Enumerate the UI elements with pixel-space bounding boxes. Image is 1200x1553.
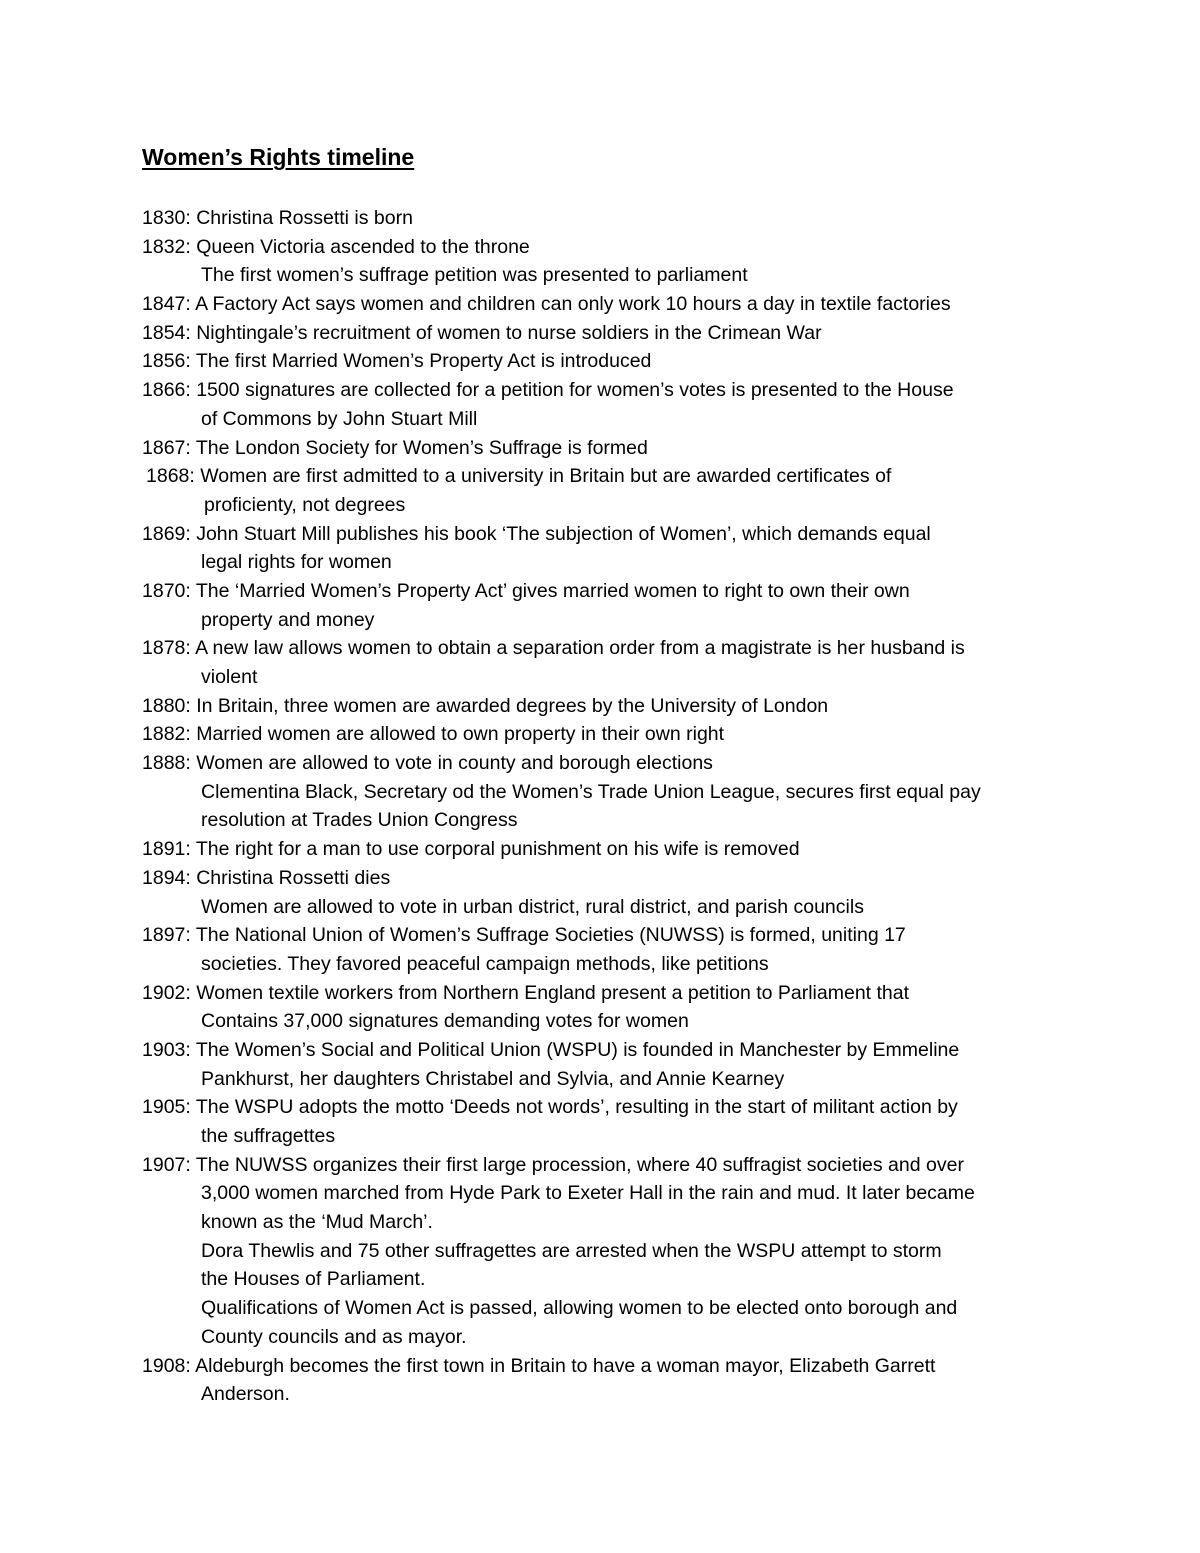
- timeline-entry-continuation: Dora Thewlis and 75 other suffragettes are arrested when the WSPU attempt to storm: [201, 1239, 942, 1262]
- timeline-entry: 1902: Women textile workers from Northern England present a petition to Parliament that: [142, 981, 910, 1004]
- timeline-entry-continuation: Qualifications of Women Act is passed, allowing women to be elected onto borough and: [201, 1297, 958, 1320]
- timeline-entry: 1878: A new law allows women to obtain a separation order from a magistrate is her husband is: [142, 637, 965, 660]
- timeline-entry-continuation: societies. They favored peaceful campaign methods, like petitions: [201, 952, 769, 975]
- timeline-entry: 1832: Queen Victoria ascended to the throne: [142, 235, 530, 258]
- timeline-entry-continuation: the suffragettes: [201, 1125, 336, 1147]
- timeline-entry-continuation: proficienty, not degrees: [204, 493, 406, 516]
- timeline-entry: 1880: In Britain, three women are awarded degrees by the University of London: [142, 694, 829, 717]
- timeline-entry-continuation: the Houses of Parliament.: [201, 1268, 426, 1291]
- timeline-entry: 1882: Married women are allowed to own property in their own right: [142, 723, 725, 746]
- timeline-entry: 1907: The NUWSS organizes their first large procession, where 40 suffragist societies and over: [142, 1153, 964, 1176]
- timeline-entry: 1894: Christina Rossetti dies: [142, 866, 391, 889]
- timeline-entry-continuation: legal rights for women: [201, 551, 392, 574]
- timeline-list: [142, 204, 1082, 1409]
- timeline-entry-continuation: of Commons by John Stuart Mill: [201, 407, 478, 430]
- timeline-entry: 1891: The right for a man to use corporal punishment on his wife is removed: [142, 838, 800, 861]
- timeline-entry-continuation: resolution at Trades Union Congress: [201, 809, 518, 832]
- timeline-entry: 1869: John Stuart Mill publishes his book ‘The subjection of Women’, which demands equal: [142, 522, 931, 545]
- timeline-entry: 1888: Women are allowed to vote in county and borough elections: [142, 752, 713, 775]
- timeline-entry: 1897: The National Union of Women’s Suffrage Societies (NUWSS) is formed, uniting 17: [142, 924, 906, 947]
- timeline-entry-continuation: Women are allowed to vote in urban district, rural district, and parish councils: [201, 895, 864, 918]
- document-title: Women’s Rights timeline: [142, 144, 415, 170]
- timeline-entry-continuation: County councils and as mayor.: [201, 1325, 467, 1348]
- timeline-entry: 1908: Aldeburgh becomes the first town in Britain to have a woman mayor, Elizabeth Garrett: [142, 1354, 936, 1377]
- timeline-entry: 1868: Women are first admitted to a university in Britain but are awarded certificates of: [146, 465, 892, 488]
- timeline-entry-continuation: known as the ‘Mud March’.: [201, 1211, 433, 1234]
- timeline-entry: 1856: The first Married Women’s Property Act is introduced: [142, 350, 652, 373]
- timeline-entry: 1870: The ‘Married Women’s Property Act’ gives married women to right to own their own: [142, 579, 910, 602]
- timeline-entry-continuation: property and money: [201, 608, 375, 631]
- timeline-entry: 1867: The London Society for Women’s Suffrage is formed: [142, 436, 648, 459]
- timeline-entry-continuation: Anderson.: [201, 1383, 290, 1406]
- timeline-entry-continuation: 3,000 women marched from Hyde Park to Exeter Hall in the rain and mud. It later became: [201, 1182, 975, 1205]
- timeline-entry-continuation: violent: [201, 666, 258, 688]
- timeline-entry: 1854: Nightingale’s recruitment of women to nurse soldiers in the Crimean War: [142, 321, 822, 344]
- timeline-entry-continuation: Clementina Black, Secretary od the Women’s Trade Union League, secures first equal pay: [201, 780, 981, 803]
- timeline-entry-continuation: The first women’s suffrage petition was presented to parliament: [201, 264, 748, 287]
- timeline-entry: 1905: The WSPU adopts the motto ‘Deeds not words’, resulting in the start of militant action by: [142, 1096, 958, 1119]
- timeline-entry: 1830: Christina Rossetti is born: [142, 207, 413, 229]
- timeline-entry: 1866: 1500 signatures are collected for a petition for women’s votes is presented to the House: [142, 379, 954, 402]
- timeline-entry-continuation: Pankhurst, her daughters Christabel and Sylvia, and Annie Kearney: [201, 1067, 785, 1090]
- timeline-entry: 1903: The Women’s Social and Political Union (WSPU) is founded in Manchester by Emmeline: [142, 1038, 960, 1061]
- timeline-entry: 1847: A Factory Act says women and children can only work 10 hours a day in textile factories: [142, 293, 951, 316]
- timeline-entry-continuation: Contains 37,000 signatures demanding votes for women: [201, 1010, 689, 1033]
